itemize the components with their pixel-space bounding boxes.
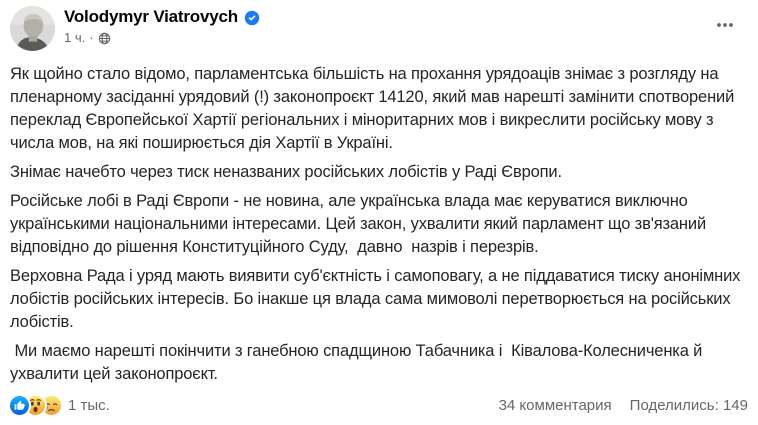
author-name[interactable]: Volodymyr Viatrovych	[64, 7, 238, 26]
post-paragraph: Як щойно стало відомо, парламентська більшість на прохання урядоаців знімає з розгляду на пленарному засіданні урядовий (!) законопроєкт 14120, який мав нарешті замінити спотворений переклад Європейської Хартії регіональних і міноритарних мов і викреслити російську мову з числа мов, на які поширюється дія Хартії в Україні.	[10, 65, 739, 152]
author-row	[64, 7, 260, 27]
post-paragraph: Знімає начебто через тиск неназваних російських лобістів у Раді Європи.	[10, 163, 562, 181]
header-meta	[64, 6, 260, 45]
reactions-count: 1 тыс.	[68, 397, 110, 414]
more-options-button[interactable]	[708, 12, 742, 38]
engagement-meta	[499, 397, 748, 414]
post-paragraph: Верховна Рада і уряд мають виявити суб'єктність і самоповагу, а не піддаватися тиску анонімних лобістів російських інтересів. Бо інакше ця влада сама мимоволі перетворюється на російських лобістів.	[10, 267, 750, 331]
meta-separator: ·	[89, 30, 94, 45]
post-footer	[10, 392, 748, 415]
shares-count[interactable]: Поделились: 149	[629, 397, 748, 414]
globe-icon	[98, 32, 111, 45]
ellipsis-icon	[715, 15, 735, 35]
post-meta-row	[64, 30, 260, 45]
avatar-photo	[10, 6, 55, 51]
comments-count[interactable]: 34 комментария	[498, 397, 612, 414]
timestamp[interactable]: 1 ч.	[64, 30, 86, 45]
post-paragraph: Ми маємо нарешті покінчити з ганебною спадщиною Табачника і Ківалова-Колесниченка й ухвалити цей законопроєкт.	[10, 342, 707, 383]
post-header	[10, 6, 748, 54]
post-paragraph: Російське лобі в Раді Європи - не новина, але українська влада має керуватися виключно українськими національними інтересами. Цей закон, ухвалити який парламент що зв'язаний відповідно до рішення Конституційного Суду, давно назрів і перезрів.	[10, 192, 711, 256]
post-body	[10, 63, 748, 392]
avatar[interactable]	[10, 6, 55, 51]
like-reaction-icon	[10, 396, 29, 415]
reactions-summary[interactable]	[10, 396, 110, 415]
verified-badge-icon	[244, 10, 260, 26]
